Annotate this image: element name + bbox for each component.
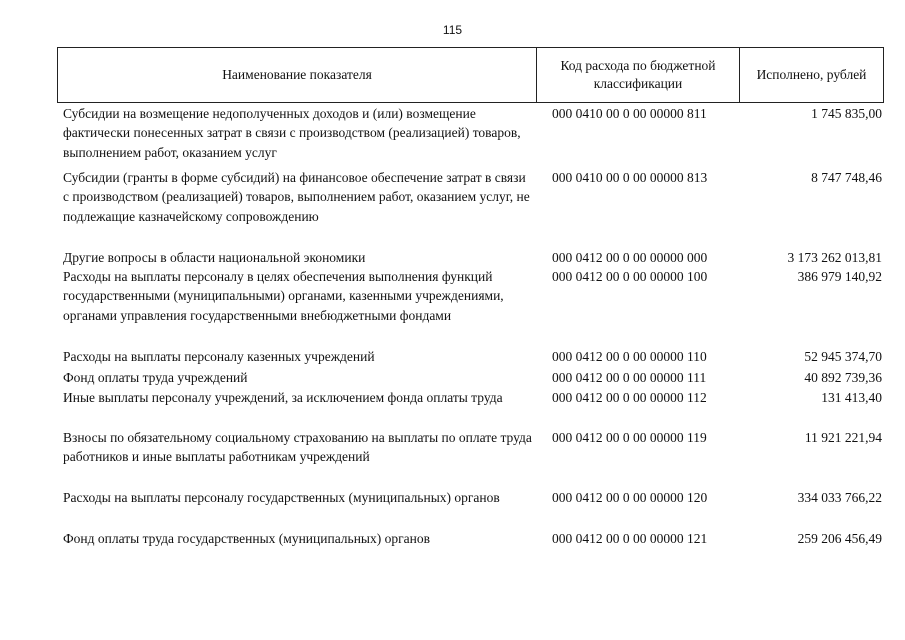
row-name: Субсидии (гранты в форме субсидий) на финансовое обеспечение затрат в связи с производством (реализацией) товаров, выполнением работ, оказанием услуг, не подлежащие казначейскому сопровождению — [63, 170, 530, 224]
page-number: 115 — [442, 23, 463, 37]
row-amount: 3 173 262 013,81 — [787, 250, 882, 265]
row-code: 000 0410 00 0 00 00000 813 — [552, 170, 708, 185]
row-code: 000 0412 00 0 00 00000 110 — [552, 349, 707, 364]
header-code: Код расхода по бюджетной классификации — [537, 48, 740, 103]
row-amount: 40 892 739,36 — [804, 370, 882, 385]
row-code: 000 0410 00 0 00 00000 811 — [552, 106, 707, 121]
row-amount: 1 745 835,00 — [811, 106, 882, 121]
table-header — [57, 47, 884, 103]
row-name: Субсидии на возмещение недополученных доходов и (или) возмещение фактически понесенных затрат в связи с производством (реализацией) товаров, выполнением работ, оказанием услуг — [63, 106, 521, 160]
row-code: 000 0412 00 0 00 00000 000 — [552, 250, 708, 265]
row-name: Взносы по обязательному социальному страхованию на выплаты по оплате труда работников и иные выплаты работникам учреждений — [63, 430, 532, 465]
row-code: 000 0412 00 0 00 00000 119 — [552, 430, 707, 445]
row-name: Иные выплаты персоналу учреждений, за исключением фонда оплаты труда — [63, 390, 503, 405]
row-code: 000 0412 00 0 00 00000 112 — [552, 390, 707, 405]
row-name: Другие вопросы в области национальной экономики — [63, 250, 366, 265]
row-amount: 334 033 766,22 — [797, 490, 882, 505]
row-name: Фонд оплаты труда государственных (муниципальных) органов — [63, 531, 430, 546]
row-code: 000 0412 00 0 00 00000 121 — [552, 531, 708, 546]
header-name: Наименование показателя — [58, 48, 537, 103]
row-code: 000 0412 00 0 00 00000 100 — [552, 269, 708, 284]
row-amount: 8 747 748,46 — [811, 170, 882, 185]
row-name: Расходы на выплаты персоналу казенных учреждений — [63, 349, 375, 364]
row-name: Расходы на выплаты персоналу государственных (муниципальных) органов — [63, 490, 500, 505]
row-code: 000 0412 00 0 00 00000 120 — [552, 490, 708, 505]
row-name: Расходы на выплаты персоналу в целях обеспечения выполнения функций государственными (муниципальными) органами, казенными учреждениями, органами управления государственными внебюджетными фондами — [63, 269, 504, 323]
row-code: 000 0412 00 0 00 00000 111 — [552, 370, 707, 385]
row-amount: 259 206 456,49 — [797, 531, 882, 546]
row-amount: 131 413,40 — [821, 390, 882, 405]
header-amount: Исполнено, рублей — [740, 48, 884, 103]
row-amount: 52 945 374,70 — [804, 349, 882, 364]
row-amount: 386 979 140,92 — [797, 269, 882, 284]
row-name: Фонд оплаты труда учреждений — [63, 370, 248, 385]
row-amount: 11 921 221,94 — [804, 430, 882, 445]
